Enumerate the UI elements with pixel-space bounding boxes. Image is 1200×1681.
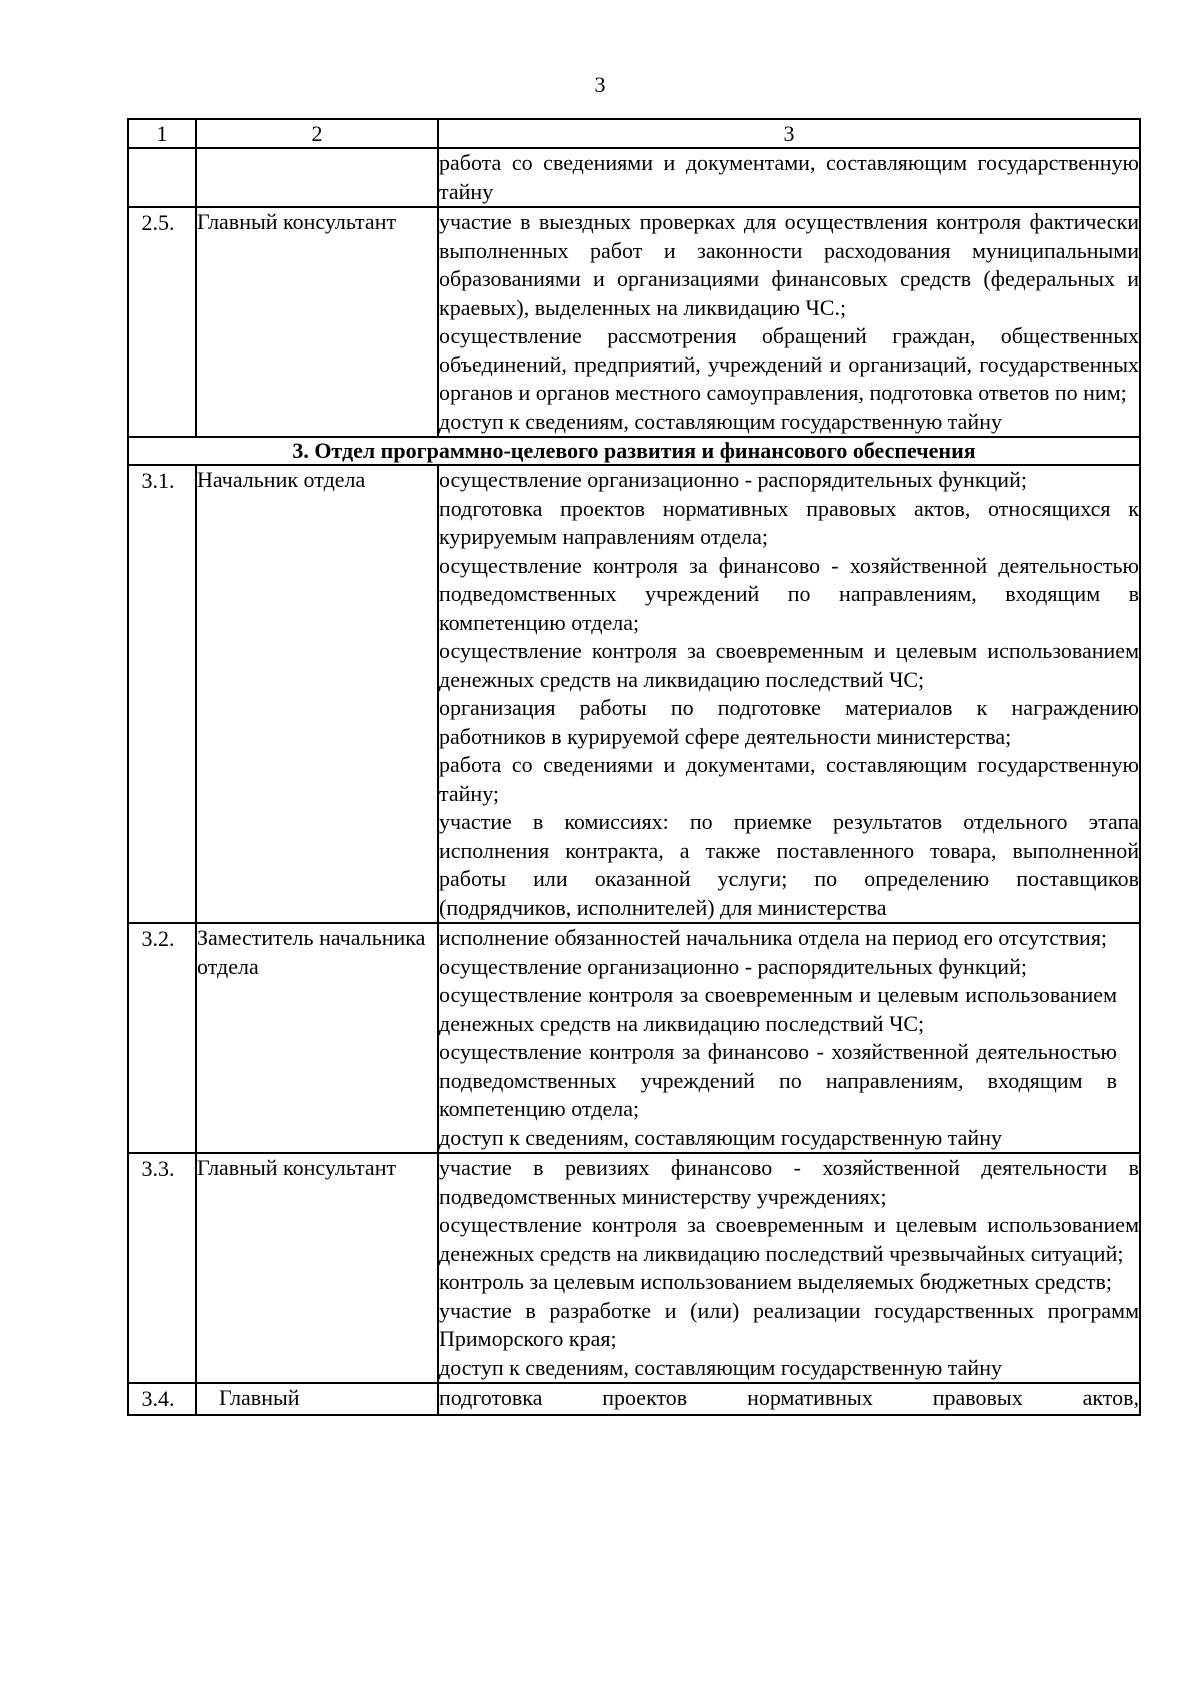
duty-item: осуществление рассмотрения обращений граждан, общественных объединений, предприятий, учреждений и организаций, государственных органов и органов местного самоуправления, подготовка ответов по ним; <box>439 323 1139 405</box>
table-row <box>128 1383 1140 1415</box>
header-col-2: 2 <box>196 119 438 148</box>
row-position: Начальник отдела <box>196 465 438 923</box>
duty-item: участие в выездных проверках для осуществления контроля фактически выполненных работ и законности расходования муниципальными образованиями и организациями финансовых средств (федеральных и краевых), выделенных на ликвидацию ЧС.; <box>439 209 1139 320</box>
header-col-1: 1 <box>128 119 196 148</box>
duty-item: участие в комиссиях: по приемке результатов отдельного этапа исполнения контракта, а также поставленного товара, выполненной работы или оказанной услуги; по определению поставщиков (подрядчиков, исполнителей) для министерства <box>439 809 1139 920</box>
table-row <box>128 465 1140 923</box>
duty-item: контроль за целевым использованием выделяемых бюджетных средств; <box>439 1269 1113 1294</box>
row-duties <box>438 465 1140 923</box>
row-duties <box>438 1383 1140 1415</box>
row-number: 3.1. <box>128 465 196 923</box>
table-row <box>128 1153 1140 1383</box>
duty-item: осуществление организационно - распорядительных функций; <box>439 953 1027 979</box>
section-header-row <box>128 437 1140 465</box>
table-row <box>128 148 1140 207</box>
row-number <box>128 148 196 207</box>
duty-item: доступ к сведениям, составляющим государственную тайну <box>439 1354 1002 1380</box>
duty-item: доступ к сведениям, составляющим государственную тайну <box>439 1124 1002 1150</box>
duty-item: участие в разработке и (или) реализации государственных программ Приморского края; <box>439 1297 1139 1351</box>
duty-item: осуществление контроля за своевременным и целевым использованием денежных средств на ликвидацию последствий ЧС; <box>439 982 1117 1036</box>
duty-item: участие в ревизиях финансово - хозяйственной деятельности в подведомственных министерству учреждениях; <box>439 1155 1139 1209</box>
duty-item: осуществление контроля за своевременным и целевым использованием денежных средств на ликвидацию последствий чрезвычайных ситуаций; <box>439 1212 1139 1266</box>
table-header-row <box>128 119 1140 148</box>
duty-item: работа со сведениями и документами, составляющим государственную тайну; <box>439 752 1139 806</box>
row-position: Заместитель начальника отдела <box>196 923 438 1153</box>
duty-item: осуществление контроля за финансово - хозяйственной деятельностью подведомственных учреждений по направлениям, входящим в компетенцию отдела; <box>439 552 1139 635</box>
row-duties <box>438 207 1140 437</box>
row-position: Главный <box>196 1383 438 1415</box>
row-number: 3.4. <box>128 1383 196 1415</box>
table-row <box>128 923 1140 1153</box>
duty-item: подготовка проектов нормативных правовых актов, <box>439 1385 1139 1410</box>
duty-item: организация работы по подготовке материалов к награждению работников в курируемой сфере деятельности министерства; <box>439 695 1139 749</box>
page-number: 3 <box>594 72 606 97</box>
row-number: 2.5. <box>128 207 196 437</box>
section-title: 3. Отдел программно-целевого развития и финансового обеспечения <box>128 437 1140 465</box>
duty-item: осуществление контроля за финансово - хозяйственной деятельностью подведомственных учреждений по направлениям, входящим в компетенцию отдела; <box>439 1039 1117 1121</box>
row-position <box>196 148 438 207</box>
duty-item: доступ к сведениям, составляющим государственную тайну <box>439 408 1002 434</box>
duty-item: исполнение обязанностей начальника отдела на период его отсутствия; <box>439 925 1108 950</box>
row-duties <box>438 923 1140 1153</box>
row-duties <box>438 148 1140 207</box>
row-number: 3.2. <box>128 923 196 1153</box>
header-col-3: 3 <box>438 119 1140 148</box>
duty-item: осуществление контроля за своевременным и целевым использованием денежных средств на ликвидацию последствий ЧС; <box>439 638 1139 692</box>
row-number: 3.3. <box>128 1153 196 1383</box>
duty-item: осуществление организационно - распорядительных функций; <box>439 467 1027 492</box>
duties-table <box>127 118 1141 1416</box>
row-position: Главный консультант <box>196 207 438 437</box>
duty-item: работа со сведениями и документами, составляющим государственную тайну <box>439 150 1139 204</box>
duty-item: подготовка проектов нормативных правовых актов, относящихся к курируемым направлениям отдела; <box>439 495 1139 549</box>
row-position: Главный консультант <box>196 1153 438 1383</box>
table-row <box>128 207 1140 437</box>
row-duties <box>438 1153 1140 1383</box>
